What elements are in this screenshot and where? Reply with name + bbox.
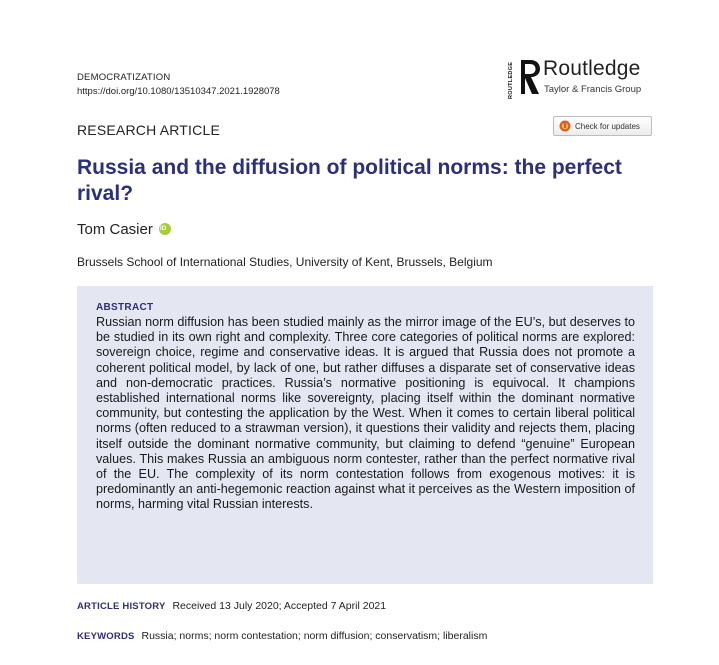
publisher-brand: Routledge (543, 57, 641, 80)
publisher-group: Taylor & Francis Group (544, 84, 642, 95)
journal-header (77, 71, 280, 99)
affiliation: Brussels School of International Studies, University of Kent, Brussels, Belgium (77, 255, 493, 269)
keywords-label: KEYWORDS (77, 631, 135, 642)
publisher-logo (508, 56, 658, 100)
journal-name: DEMOCRATIZATION (77, 72, 171, 83)
article-title: Russia and the diffusion of political norms: the perfect rival? (77, 156, 622, 205)
check-updates-icon (559, 120, 571, 132)
abstract-text: Russian norm diffusion has been studied mainly as the mirror image of the EU’s, but deserves to be studied in its own right and complexity. Three core categories of political norms are explored: sovereign choice, regime and conservative ideas. It is argued that Russia does not promote a coherent political model, by lack of one, but rather diffuses a disparate set of conservative ideas and non-democratic practices. Russia’s normative positioning is equivocal. It champions established international norms like sovereignty, placing itself within the dominant normative community, but contesting the application by the West. When it comes to certain liberal political norms (often reduced to a strawman version), it questions their validity and rejects them, placing itself outside the dominant normative community, but claiming to defend “genuine” European values. This makes Russia an ambiguous norm contester, rather than the perfect normative rival of the EU. The complexity of its norm contestation follows from exogenous motives: it is predominantly an anti-hegemonic reaction against what it perceives as the Western imposition of norms, harming vital Russian interests. (96, 315, 635, 512)
orcid-icon[interactable] (159, 223, 171, 235)
check-updates-label: Check for updates (575, 121, 640, 131)
logo-vertical-text: ROUTLEDGE (508, 61, 514, 99)
author-line (77, 221, 171, 238)
article-history-label: ARTICLE HISTORY (77, 601, 166, 612)
author-name[interactable]: Tom Casier (77, 221, 153, 238)
abstract-heading: ABSTRACT (96, 302, 154, 313)
article-history (77, 600, 386, 612)
keywords (77, 630, 487, 642)
doi-link[interactable]: https://doi.org/10.1080/13510347.2021.1928078 (77, 86, 280, 97)
check-updates-button[interactable] (553, 116, 652, 136)
article-type: RESEARCH ARTICLE (77, 122, 220, 138)
keywords-text: Russia; norms; norm contestation; norm diffusion; conservatism; liberalism (141, 630, 488, 642)
abstract-box (77, 286, 653, 584)
article-history-text: Received 13 July 2020; Accepted 7 April 2021 (172, 600, 387, 612)
routledge-r-icon (518, 58, 542, 96)
